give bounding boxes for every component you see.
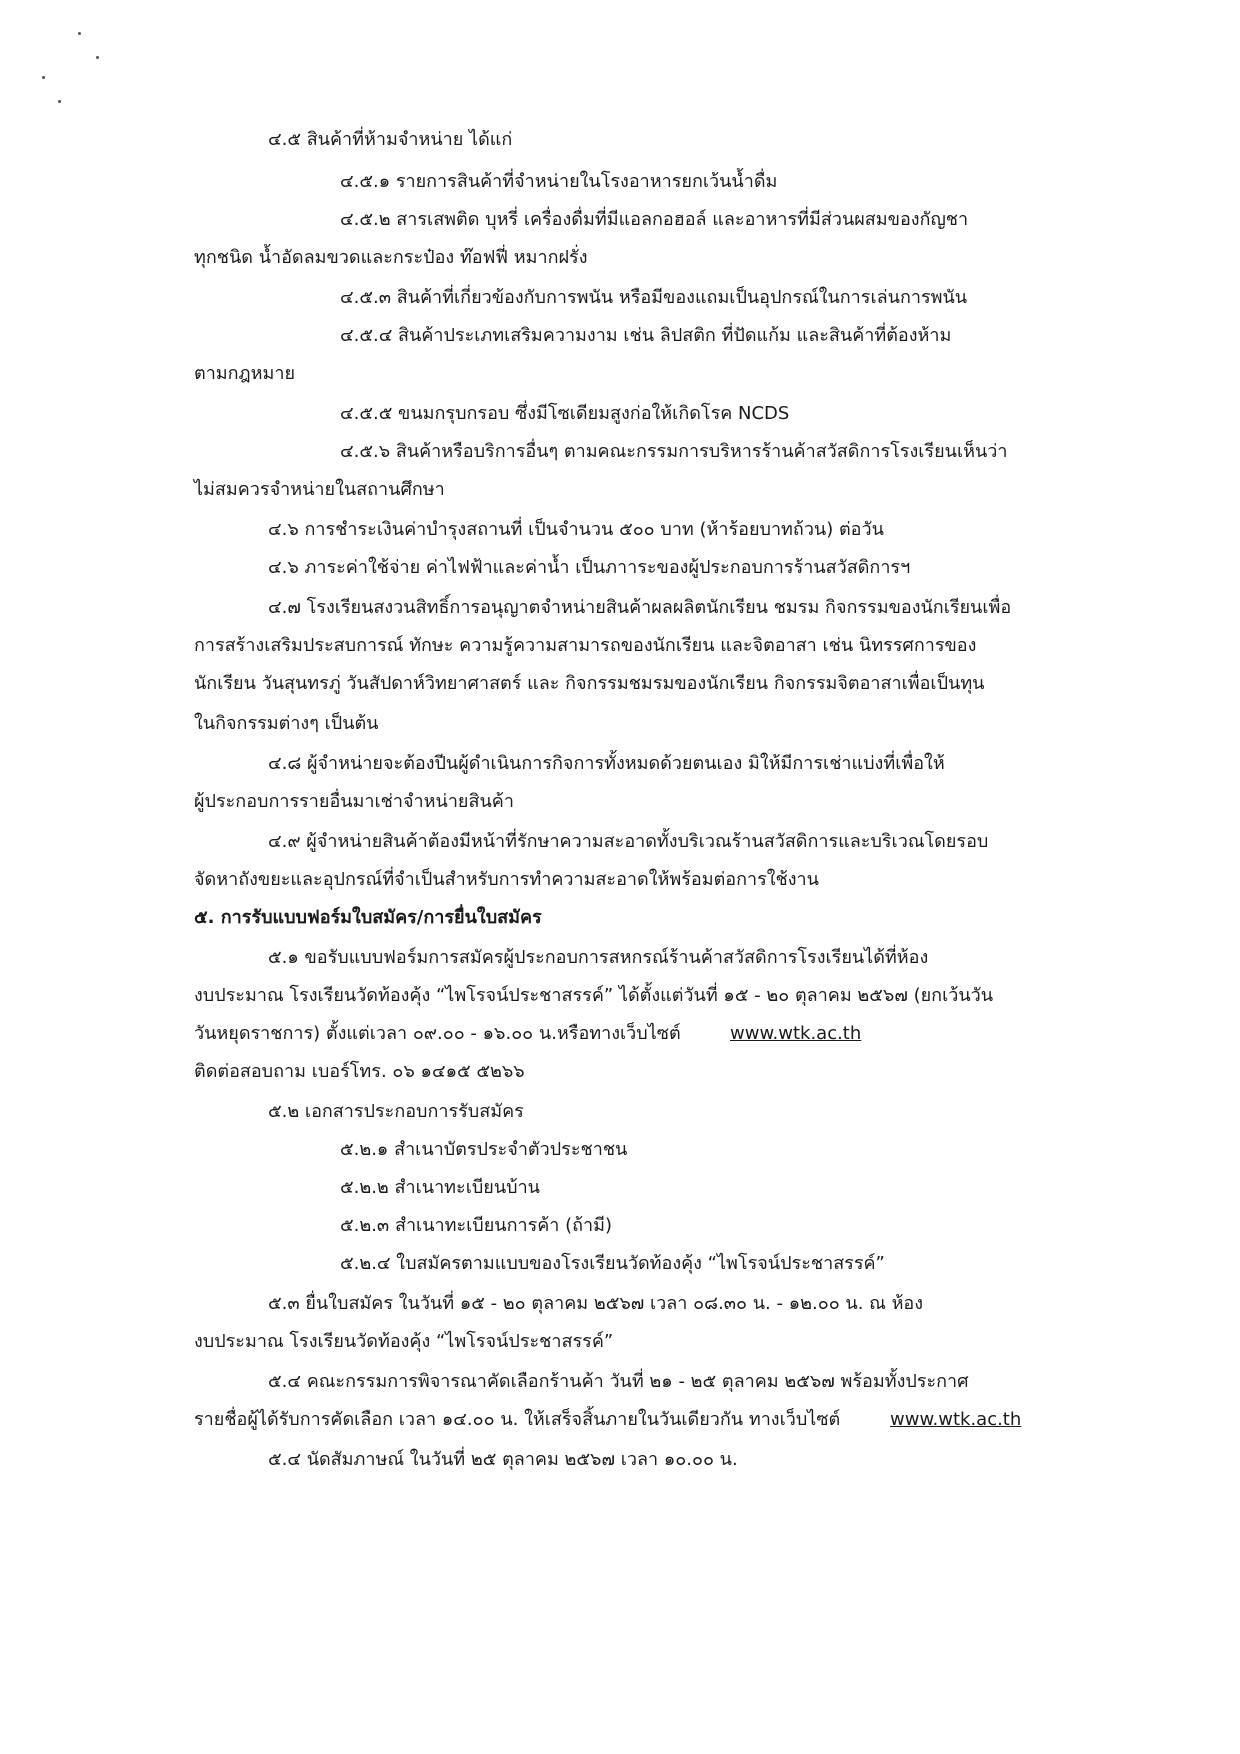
item-4-5-6: ๔.๕.๖ สินค้าหรือบริการอื่นๆ ตามคณะกรรมการบริหารร้านค้าสวัสดิการโรงเรียนเห็นว่า [340,441,1008,462]
item-4-5: ๔.๕ สินค้าที่ห้ามจำหน่าย ได้แก่ [268,129,513,150]
item-5-4-committee-cont: รายชื่อผู้ได้รับการคัดเลือก เวลา ๑๔.๐๐ น. ให้เสร็จสิ้นภายในวันเดียวกัน ทางเว็บไซต์ [194,1409,841,1430]
item-4-7-cont-3: ในกิจกรรมต่างๆ เป็นต้น [194,713,379,734]
item-4-8-cont: ผู้ประกอบการรายอื่นมาเช่าจำหน่ายสินค้า [194,791,514,812]
item-4-5-4-cont: ตามกฎหมาย [194,363,296,384]
item-4-8: ๔.๘ ผู้จำหน่ายจะต้องปีนผู้ดำเนินการกิจการทั้งหมดด้วยตนเอง มิให้มีการเช่าแบ่งที่เพื่อให้ [268,753,945,774]
scan-speck [78,32,81,35]
item-5-3: ๕.๓ ยื่นใบสมัคร ในวันที่ ๑๕ - ๒๐ ตุลาคม ๒๕๖๗ เวลา ๐๘.๓๐ น. - ๑๒.๐๐ น. ณ ห้อง [268,1293,924,1314]
scan-speck [58,100,61,103]
item-5-4-committee: ๕.๔ คณะกรรมการพิจารณาคัดเลือกร้านค้า วันที่ ๒๑ - ๒๕ ตุลาคม ๒๕๖๗ พร้อมทั้งประกาศ [268,1371,969,1392]
item-4-5-2-cont: ทุกชนิด น้ำอัดลมขวดและกระป๋อง ท๊อฟฟี่ หมากฝรั่ง [194,247,588,268]
scan-speck [42,76,45,79]
item-5-1-cont-2: วันหยุดราชการ) ตั้งแต่เวลา ๐๙.๐๐ - ๑๖.๐๐ น.หรือทางเว็บไซต์ [194,1023,681,1044]
item-5-2-3: ๕.๒.๓ สำเนาทะเบียนการค้า (ถ้ามี) [340,1215,613,1236]
section-5-heading: ๕. การรับแบบฟอร์มใบสมัคร/การยื่นใบสมัคร [194,907,542,928]
scan-speck [96,56,99,59]
item-4-5-3: ๔.๕.๓ สินค้าที่เกี่ยวข้องกับการพนัน หรือมีของแถมเป็นอุปกรณ์ในการเล่นการพนัน [340,287,968,308]
item-4-6-fee: ๔.๖ การชำระเงินค่าบำรุงสถานที่ เป็นจำนวน ๕๐๐ บาท (ห้าร้อยบาทถ้วน) ต่อวัน [268,519,884,540]
website-link[interactable]: www.wtk.ac.th [730,1023,862,1044]
item-4-7-cont-2: นักเรียน วันสุนทรภู่ วันสัปดาห์วิทยาศาสตร์ และ กิจกรรมชมรมของนักเรียน กิจกรรมจิตอาสาเพื่อเป็นทุน [194,673,985,694]
item-5-1: ๕.๑ ขอรับแบบฟอร์มการสมัครผู้ประกอบการสหกรณ์ร้านค้าสวัสดิการโรงเรียนได้ที่ห้อง [268,947,929,968]
item-4-5-2: ๔.๕.๒ สารเสพติด บุหรี่ เครื่องดื่มที่มีแอลกอฮอล์ และอาหารที่มีส่วนผสมของกัญชา [340,209,969,230]
item-5-2: ๕.๒ เอกสารประกอบการรับสมัคร [268,1101,524,1122]
website-link-2[interactable]: www.wtk.ac.th [890,1409,1022,1430]
item-4-5-5: ๔.๕.๕ ขนมกรุบกรอบ ซึ่งมีโซเดียมสูงก่อให้เกิดโรค NCDS [340,403,790,424]
contact-phone: ติดต่อสอบถาม เบอร์โทร. ๐๖ ๑๔๑๕ ๕๒๖๖ [194,1061,525,1082]
item-5-1-cont-1: งบประมาณ โรงเรียนวัดท้องคุ้ง “ไพโรจน์ประชาสรรค์” ได้ตั้งแต่วันที่ ๑๕ - ๒๐ ตุลาคม ๒๕๖๗ (ยกเว้นวัน [194,985,994,1006]
item-5-3-cont: งบประมาณ โรงเรียนวัดท้องคุ้ง “ไพโรจน์ประชาสรรค์” [194,1331,614,1352]
item-4-5-1: ๔.๕.๑ รายการสินค้าที่จำหน่ายในโรงอาหารยกเว้นน้ำดื่ม [340,171,778,192]
item-4-5-4: ๔.๕.๔ สินค้าประเภทเสริมความงาม เช่น ลิปสติก ที่ปัดแก้ม และสินค้าที่ต้องห้าม [340,325,952,346]
item-5-4-interview: ๕.๔ นัดสัมภาษณ์ ในวันที่ ๒๕ ตุลาคม ๒๕๖๗ เวลา ๑๐.๐๐ น. [268,1449,738,1470]
item-4-6-expenses: ๔.๖ ภาระค่าใช้จ่าย ค่าไฟฟ้าและค่าน้ำ เป็นภาาระของผู้ประกอบการร้านสวัสดิการฯ [268,557,911,578]
item-4-7: ๔.๗ โรงเรียนสงวนสิทธิ์การอนุญาตจำหน่ายสินค้าผลผลิตนักเรียน ชมรม กิจกรรมของนักเรียนเพื่อ [268,597,1012,618]
item-5-2-4: ๕.๒.๔ ใบสมัครตามแบบของโรงเรียนวัดท้องคุ้ง “ไพโรจน์ประชาสรรค์” [340,1253,885,1274]
item-5-2-2: ๕.๒.๒ สำเนาทะเบียนบ้าน [340,1177,540,1198]
item-4-5-6-cont: ไม่สมควรจำหน่ายในสถานศึกษา [194,479,445,500]
item-5-2-1: ๕.๒.๑ สำเนาบัตรประจำตัวประชาชน [340,1139,628,1160]
item-4-9: ๔.๙ ผู้จำหน่ายสินค้าต้องมีหน้าที่รักษาความสะอาดทั้งบริเวณร้านสวัสดิการและบริเวณโดยรอบ [268,831,989,852]
item-4-9-cont: จัดหาถังขยะและอุปกรณ์ที่จำเป็นสำหรับการทำความสะอาดให้พร้อมต่อการใช้งาน [194,869,819,890]
item-4-7-cont-1: การสร้างเสริมประสบการณ์ ทักษะ ความรู้ความสามารถของนักเรียน และจิตอาสา เช่น นิทรรศการของ [194,635,977,656]
